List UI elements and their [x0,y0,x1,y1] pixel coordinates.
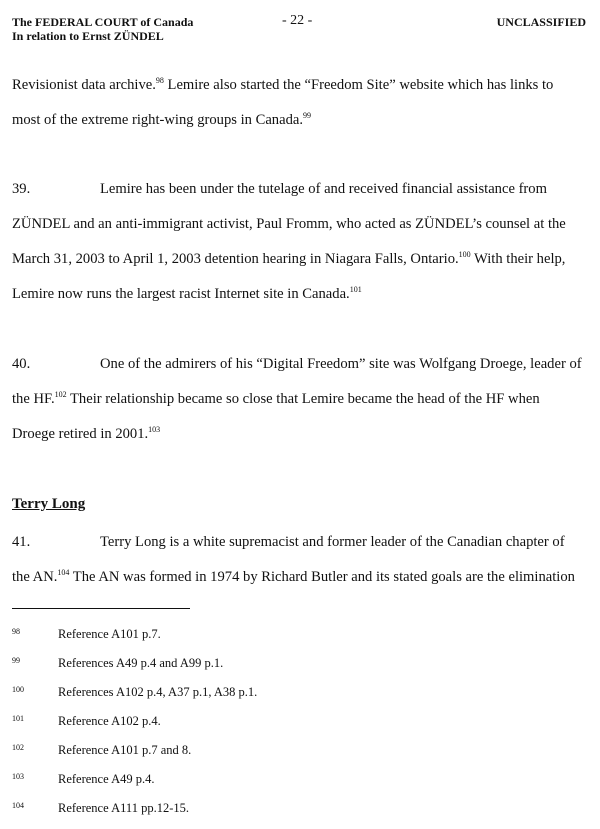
paragraph-number: 40. [12,356,31,372]
footnote-text: Reference A101 p.7 and 8. [58,743,192,757]
footnote-text: Reference A49 p.4. [58,772,155,786]
footnote-text: References A49 p.4 and A99 p.1. [58,656,224,670]
classification-label: UNCLASSIFIED [496,15,586,29]
footnote-number: 99 [12,656,20,665]
footnote-ref: 104 [57,568,70,577]
footnote-divider [12,608,190,609]
paragraph-39-line-3: March 31, 2003 to April 1, 2003 detention hearing in Niagara Falls, Ontario.$^{100}$ With their help, [12,250,566,267]
section-heading: Terry Long [12,496,86,512]
footnote-item [12,769,155,787]
footnote-ref: 98 [155,76,164,85]
paragraph-39-line-4: Lemire now runs the largest racist Internet site in Canada.$^{101}$ [12,285,362,302]
header-court: The FEDERAL COURT of Canada [12,15,194,29]
paragraph-40-line-1: 40. One of the admirers of his “Digital Freedom” site was Wolfgang Droege, leader of [12,356,582,372]
footnote-ref: 102 [54,390,67,399]
running-header [12,15,193,43]
page-number: - 22 - [282,13,313,28]
header-relation: In relation to Ernst ZÜNDEL [12,29,164,43]
footnote-ref: 99 [303,111,311,120]
footnote-number: 103 [12,772,24,781]
footnote-item [12,624,161,642]
paragraph-38-line-2: most of the extreme right-wing groups in Canada.$^{99}$ [12,111,311,128]
footnote-ref: 103 [148,425,161,434]
paragraph-number: 41. [12,534,31,550]
paragraph-41-line-2: the AN.$^{104}$ The AN was formed in 1974 by Richard Butler and its stated goals are the elimination [12,568,575,585]
footnote-text: Reference A111 pp.12-15. [58,801,189,815]
footnote-number: 100 [12,685,24,694]
paragraph-40-line-2: the HF.$^{102}$ Their relationship became so close that Lemire became the head of the HF when [12,390,540,407]
footnote-number: 101 [12,714,24,723]
paragraph-number: 39. [12,181,31,197]
footnote-item [12,798,189,816]
footnote-number: 104 [12,801,24,810]
footnote-number: 102 [12,743,24,752]
paragraph-41-line-1: 41. Terry Long is a white supremacist and former leader of the Canadian chapter of [12,534,565,550]
paragraph-39-line-1: 39. Lemire has been under the tutelage of and received financial assistance from [12,181,547,197]
footnote-text: References A102 p.4, A37 p.1, A38 p.1. [58,685,258,699]
footnote-text: Reference A101 p.7. [58,627,161,641]
paragraph-39-line-2: ZÜNDEL and an anti-immigrant activist, Paul Fromm, who acted as ZÜNDEL’s counsel at the [12,216,566,232]
footnote-item [12,711,161,729]
footnote-item [12,740,191,758]
footnote-ref: 100 [458,250,471,259]
footnote-item [12,653,223,671]
footnote-item [12,682,257,700]
paragraph-40-line-3: Droege retired in 2001.$^{103}$ [12,425,161,442]
footnote-text: Reference A102 p.4. [58,714,161,728]
footnote-ref: 101 [349,285,362,294]
footnote-number: 98 [12,627,20,636]
paragraph-38-line-1: Revisionist data archive.$^{98}$ Lemire also started the “Freedom Site” website which has links to [12,76,554,93]
